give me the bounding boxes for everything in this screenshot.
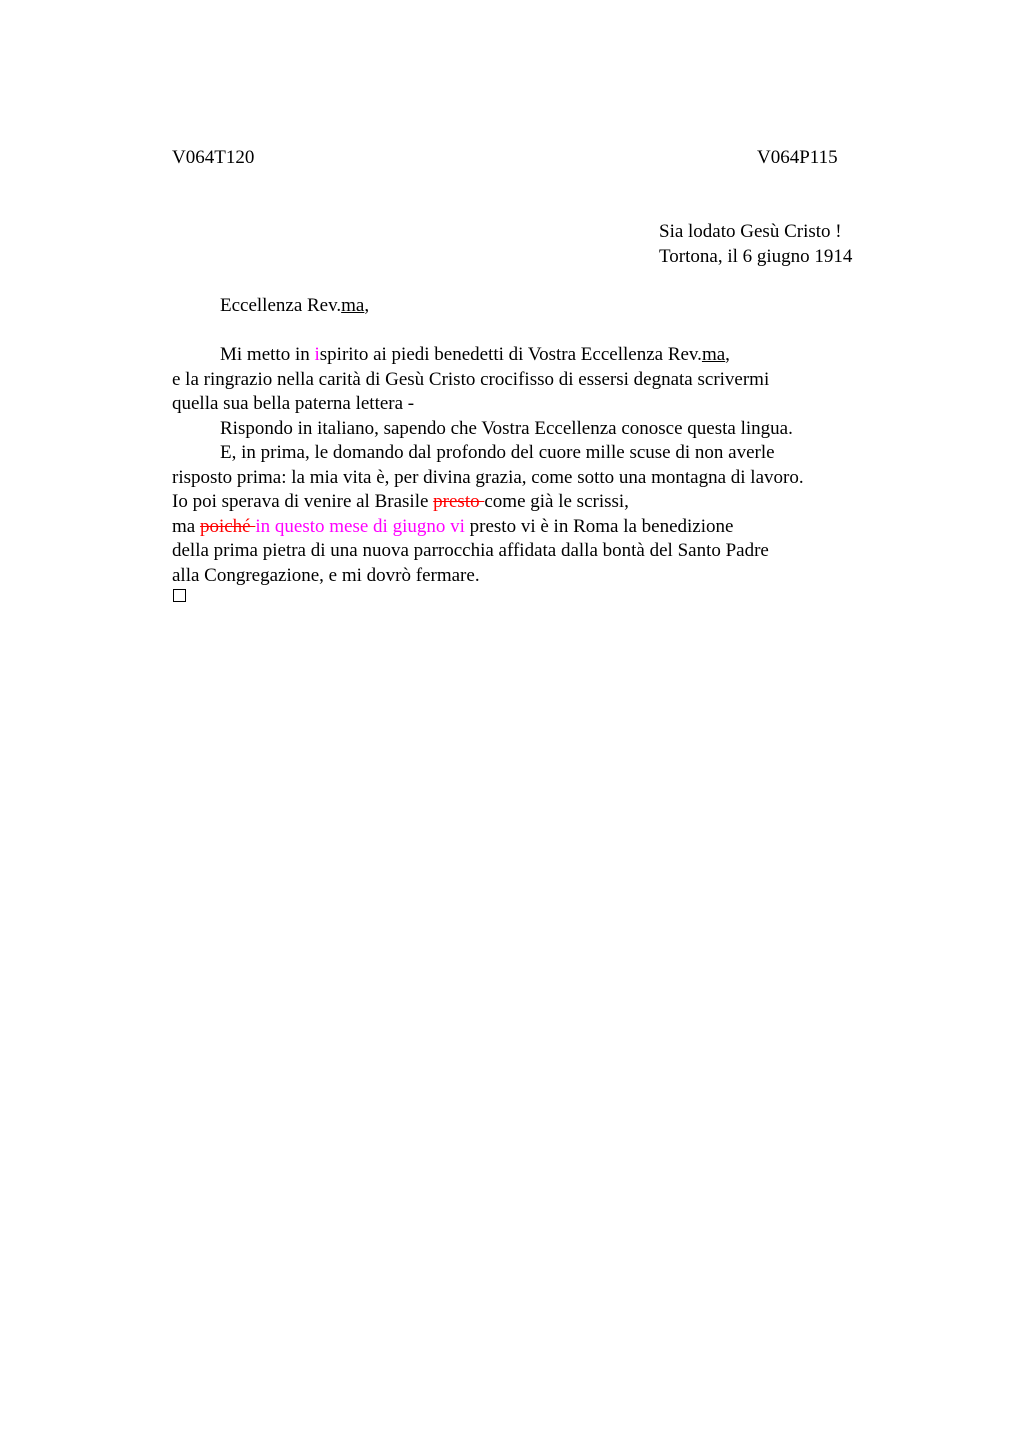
insertion: in questo mese di giugno vi: [255, 515, 465, 537]
letter-line-10: alla Congregazione, e mi dovrò fermare.: [172, 564, 480, 586]
place-date: Tortona, il 6 giugno 1914: [659, 245, 853, 267]
invocation: Sia lodato Gesù Cristo !: [659, 221, 842, 242]
text-segment: spirito ai piedi benedetti di Vostra Eccellenza Rev.: [319, 344, 702, 365]
salutation: [220, 294, 369, 319]
letter-heading: [659, 220, 852, 269]
letter-line-4: Rispondo in italiano, sapendo che Vostra Eccellenza conosce questa lingua.: [220, 417, 793, 439]
salutation-tail: ,: [364, 295, 370, 316]
letter-line-3: quella sua bella paterna lettera -: [172, 393, 415, 414]
abbreviation: ma: [701, 344, 726, 365]
letter-line-6: risposto prima: la mia vita è, per divina grazia, come sotto una montagna di lavoro.: [172, 466, 804, 488]
letter-line-1: [172, 343, 872, 368]
insertion: i: [314, 344, 320, 365]
letter-line-9: della prima pietra di una nuova parrocchia affidata dalla bontà del Santo Padre: [172, 540, 769, 561]
letter-body: [172, 343, 872, 588]
document-ref-left: V064T120: [172, 147, 255, 168]
text-segment: come già le scrissi,: [484, 491, 629, 512]
text-segment: Io poi sperava di venire al Brasile: [172, 491, 434, 512]
letter-line-8: [172, 515, 872, 540]
letter-line-5: E, in prima, le domando dal profondo del cuore mille scuse di non averle: [220, 442, 775, 463]
deletion: poiché: [199, 515, 256, 537]
document-ref-right: V064P115: [757, 147, 838, 168]
square-outline-icon: [173, 589, 186, 602]
letter-line-2: e la ringrazio nella carità di Gesù Cristo crocifisso di essersi degnata scrivermi: [172, 368, 770, 390]
letter-line-7: [172, 490, 872, 515]
text-segment: presto vi è in Roma la benedizione: [464, 515, 734, 537]
deletion: presto: [433, 491, 485, 512]
salutation-text: Eccellenza Rev.: [220, 295, 342, 316]
text-segment: ma: [172, 515, 200, 537]
text-segment: ,: [725, 344, 730, 365]
salutation-abbr: ma: [341, 295, 365, 316]
text-segment: Mi metto in: [220, 344, 315, 365]
